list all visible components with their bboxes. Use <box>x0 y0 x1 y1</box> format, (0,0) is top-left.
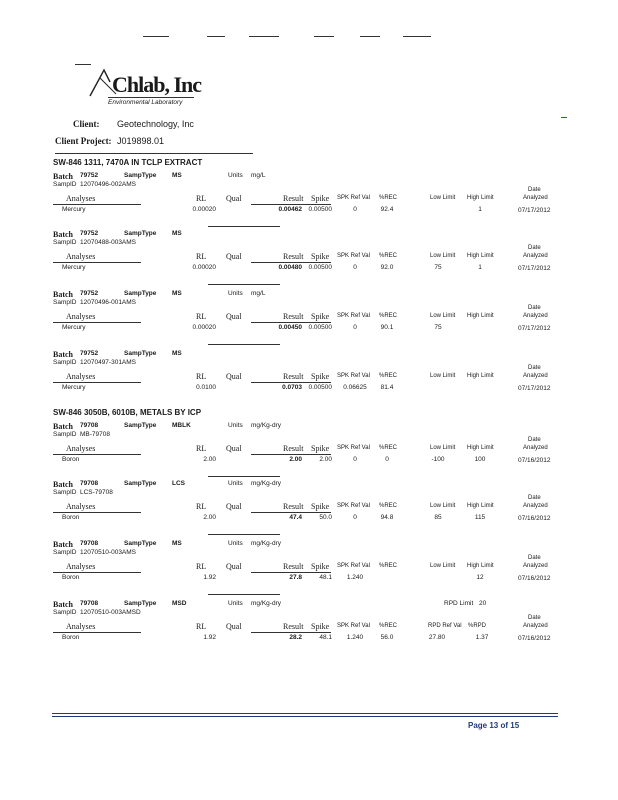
units-label: Units <box>228 290 243 297</box>
col-spike: Spike <box>311 444 330 453</box>
low-limit-value: -100 <box>431 456 445 463</box>
col-qual: Qual <box>226 622 242 631</box>
sampid-value: 12070496-002AMS <box>80 181 137 188</box>
sampid-label: SampID <box>53 609 77 616</box>
header-rule <box>251 204 331 205</box>
col-high-limit: High Limit <box>467 253 494 259</box>
col-analyzed: Analyzed <box>523 503 548 509</box>
header-mark <box>403 36 431 37</box>
col-spk-ref-val: SPK Ref Val <box>337 503 370 509</box>
logo-underline <box>108 97 194 98</box>
col-low-limit: Low Limit <box>430 253 456 259</box>
col-analyzed: Analyzed <box>523 313 548 319</box>
batch-number: 79752 <box>80 172 99 179</box>
block-divider <box>208 534 280 535</box>
samptype-label: SampType <box>124 422 157 429</box>
samptype-value: MS <box>172 290 182 297</box>
footer-line <box>52 713 558 714</box>
sampid-value: 12070488-003AMS <box>80 239 137 246</box>
sampid-value: 12070510-003AMSD <box>80 609 141 616</box>
col-spike: Spike <box>311 372 330 381</box>
samptype-value: LCS <box>172 480 185 487</box>
units-value: mg/Kg-dry <box>251 422 281 429</box>
date-analyzed-value: 07/17/2012 <box>518 325 551 332</box>
batch-label: Batch <box>53 540 73 549</box>
col-rl: RL <box>196 252 207 261</box>
rec-value: 90.1 <box>380 324 394 331</box>
sampid-label: SampID <box>53 549 77 556</box>
col-rl: RL <box>196 372 207 381</box>
date-analyzed-value: 07/16/2012 <box>518 575 551 582</box>
result-value: 27.8 <box>289 574 302 581</box>
col-analyses: Analyses <box>66 444 96 453</box>
col-rl: RL <box>196 622 207 631</box>
header-mark <box>75 64 91 65</box>
client-project-value: J019898.01 <box>117 136 165 146</box>
col-qual: Qual <box>226 312 242 321</box>
footer-line <box>52 716 558 717</box>
client-value: Geotechnology, Inc <box>117 119 194 129</box>
col-qual: Qual <box>226 562 242 571</box>
samptype-label: SampType <box>124 600 157 607</box>
col-high-limit: High Limit <box>467 445 494 451</box>
header-rule <box>251 572 331 573</box>
col-spk-ref-val: SPK Ref Val <box>337 195 370 201</box>
sampid-value: 12070510-003AMS <box>80 549 137 556</box>
spike-value: 0.00500 <box>308 384 332 391</box>
logo-name: Chlab, Inc <box>112 72 202 97</box>
high-limit-value: 1 <box>478 206 482 213</box>
header-rule <box>251 512 331 513</box>
spike-value: 0.00500 <box>308 324 332 331</box>
rl-value: 1.92 <box>203 634 216 641</box>
col-rec: %REC <box>379 623 398 629</box>
col-spk-ref-val: SPK Ref Val <box>337 563 370 569</box>
units-value: mg/Kg-dry <box>251 540 281 547</box>
result-value: 28.2 <box>289 634 302 641</box>
analyte-name: Boron <box>62 634 80 641</box>
sampid-label: SampID <box>53 239 77 246</box>
block-divider <box>208 594 280 595</box>
col-spk-ref-val: SPK Ref Val <box>337 373 370 379</box>
col-spike: Spike <box>311 502 330 511</box>
samptype-value: MS <box>172 230 182 237</box>
block-divider <box>208 344 280 345</box>
rec-value: 81.4 <box>380 384 394 391</box>
col-analyzed: Analyzed <box>523 563 548 569</box>
col-rl: RL <box>196 562 207 571</box>
rpd-limit-label: RPD Limit <box>444 600 474 607</box>
col-rec: %REC <box>379 313 398 319</box>
date-analyzed-value: 07/17/2012 <box>518 265 551 272</box>
col-date: Date <box>528 615 541 621</box>
col-qual: Qual <box>226 194 242 203</box>
batch-label: Batch <box>53 172 73 181</box>
samptype-value: MS <box>172 172 182 179</box>
samptype-label: SampType <box>124 480 157 487</box>
rl-value: 2.00 <box>203 456 216 463</box>
sampid-label: SampID <box>53 299 77 306</box>
high-limit-value: 1 <box>478 264 482 271</box>
batch-number: 79708 <box>80 480 99 487</box>
sampid-value: LCS-79708 <box>80 489 113 496</box>
spk-ref-value: 1.240 <box>346 634 364 641</box>
col-qual: Qual <box>226 444 242 453</box>
col-result: Result <box>283 194 304 203</box>
col-spk-ref-val: SPK Ref Val <box>337 623 370 629</box>
samptype-value: MBLK <box>172 422 191 429</box>
col-rec: %REC <box>379 195 398 201</box>
header-rule <box>251 632 331 633</box>
samptype-label: SampType <box>124 350 157 357</box>
col-result: Result <box>283 372 304 381</box>
page-number: Page 13 of 15 <box>468 721 520 730</box>
col-high-limit: High Limit <box>467 563 494 569</box>
rl-value: 0.0100 <box>196 384 216 391</box>
col-result: Result <box>283 622 304 631</box>
block-divider <box>208 284 280 285</box>
samptype-label: SampType <box>124 172 157 179</box>
rpd-limit-value: 20 <box>479 600 487 607</box>
col-spike: Spike <box>311 562 330 571</box>
col-rec: %REC <box>379 373 398 379</box>
col-analyses: Analyses <box>66 252 96 261</box>
sampid-label: SampID <box>53 431 77 438</box>
header-rule <box>53 454 141 455</box>
header-rule <box>53 632 141 633</box>
result-value: 0.00462 <box>278 206 302 213</box>
rl-value: 0.00020 <box>192 264 216 271</box>
result-value: 47.4 <box>289 514 302 521</box>
header-rule <box>53 512 141 513</box>
col-rec: %REC <box>379 445 398 451</box>
spike-value: 48.1 <box>319 634 332 641</box>
low-limit-value: 85 <box>434 514 442 521</box>
spike-value: 48.1 <box>319 574 332 581</box>
col-result: Result <box>283 252 304 261</box>
col-date: Date <box>528 187 541 193</box>
header-rule <box>53 204 141 205</box>
col-analyses: Analyses <box>66 194 96 203</box>
header-rule <box>251 382 331 383</box>
col-high-limit: High Limit <box>467 195 494 201</box>
date-analyzed-value: 07/17/2012 <box>518 385 551 392</box>
col-spk-ref-val: SPK Ref Val <box>337 253 370 259</box>
high-limit-value: 100 <box>474 456 486 463</box>
date-analyzed-value: 07/16/2012 <box>518 635 551 642</box>
col-analyses: Analyses <box>66 562 96 571</box>
col-rec: %REC <box>379 563 398 569</box>
col-date: Date <box>528 245 541 251</box>
header-mark <box>314 36 334 37</box>
col-rpd: %RPD <box>468 623 487 629</box>
samptype-value: MS <box>172 540 182 547</box>
units-value: mg/Kg-dry <box>251 600 281 607</box>
sampid-value: MB-79708 <box>80 431 110 438</box>
block-divider <box>208 476 280 477</box>
spk-ref-value: 0 <box>353 324 357 331</box>
batch-label: Batch <box>53 600 73 609</box>
rl-value: 0.00020 <box>192 206 216 213</box>
col-high-limit: High Limit <box>467 503 494 509</box>
col-high-limit: High Limit <box>467 373 494 379</box>
col-low-limit: Low Limit <box>430 503 456 509</box>
rl-value: 0.00020 <box>192 324 216 331</box>
batch-number: 79708 <box>80 540 99 547</box>
col-analyzed: Analyzed <box>523 373 548 379</box>
header-mark <box>249 36 279 37</box>
col-date: Date <box>528 555 541 561</box>
batch-number: 79752 <box>80 230 99 237</box>
sampid-label: SampID <box>53 489 77 496</box>
batch-number: 79752 <box>80 290 99 297</box>
col-low-limit: Low Limit <box>430 313 456 319</box>
col-analyzed: Analyzed <box>523 445 548 451</box>
col-spike: Spike <box>311 312 330 321</box>
block-divider <box>208 226 280 227</box>
units-value: mg/L <box>251 172 266 179</box>
spike-value: 50.0 <box>319 514 332 521</box>
client-label: Client: <box>73 119 100 129</box>
rec-value: 92.4 <box>380 206 394 213</box>
batch-label: Batch <box>53 422 73 431</box>
col-spike: Spike <box>311 194 330 203</box>
analyte-name: Mercury <box>62 206 86 213</box>
col-rpd-ref-val: RPD Ref Val <box>428 623 462 629</box>
analyte-name: Boron <box>62 574 80 581</box>
col-analyses: Analyses <box>66 372 96 381</box>
batch-label: Batch <box>53 480 73 489</box>
batch-label: Batch <box>53 290 73 299</box>
spk-ref-value: 0 <box>353 206 357 213</box>
units-label: Units <box>228 422 243 429</box>
result-value: 0.0703 <box>282 384 302 391</box>
col-rl: RL <box>196 312 207 321</box>
col-rl: RL <box>196 194 207 203</box>
samptype-value: MS <box>172 350 182 357</box>
units-label: Units <box>228 172 243 179</box>
analyte-name: Mercury <box>62 264 86 271</box>
samptype-label: SampType <box>124 230 157 237</box>
col-analyzed: Analyzed <box>523 253 548 259</box>
col-analyses: Analyses <box>66 312 96 321</box>
analyte-name: Mercury <box>62 384 86 391</box>
col-date: Date <box>528 437 541 443</box>
samptype-label: SampType <box>124 290 157 297</box>
col-rec: %REC <box>379 253 398 259</box>
header-mark <box>207 36 225 37</box>
batch-number: 79708 <box>80 422 99 429</box>
analyte-name: Mercury <box>62 324 86 331</box>
sampid-label: SampID <box>53 359 77 366</box>
date-analyzed-value: 07/17/2012 <box>518 207 551 214</box>
batch-label: Batch <box>53 230 73 239</box>
rec-value: 0 <box>385 456 389 463</box>
high-limit-value: 115 <box>474 514 486 521</box>
header-rule <box>251 262 331 263</box>
col-analyzed: Analyzed <box>523 195 548 201</box>
col-low-limit: Low Limit <box>430 195 456 201</box>
spk-ref-value: 0 <box>353 514 357 521</box>
header-rule <box>251 322 331 323</box>
col-rl: RL <box>196 502 207 511</box>
date-analyzed-value: 07/16/2012 <box>518 457 551 464</box>
col-qual: Qual <box>226 502 242 511</box>
rpd-ref-value: 27.80 <box>428 634 446 641</box>
units-value: mg/L <box>251 290 266 297</box>
spike-value: 0.00500 <box>308 206 332 213</box>
section-title: SW-846 3050B, 6010B, METALS BY ICP <box>53 408 202 417</box>
spk-ref-value: 1.240 <box>346 574 364 581</box>
units-label: Units <box>228 600 243 607</box>
rpd-value: 1.37 <box>475 634 489 641</box>
col-result: Result <box>283 444 304 453</box>
header-mark <box>143 36 169 37</box>
spike-value: 2.00 <box>319 456 332 463</box>
result-value: 0.00480 <box>278 264 302 271</box>
header-rule <box>53 382 141 383</box>
rl-value: 2.00 <box>203 514 216 521</box>
section-title: SW-846 1311, 7470A IN TCLP EXTRACT <box>53 158 203 167</box>
col-date: Date <box>528 495 541 501</box>
col-analyses: Analyses <box>66 622 96 631</box>
batch-number: 79752 <box>80 350 99 357</box>
col-low-limit: Low Limit <box>430 445 456 451</box>
analyte-name: Boron <box>62 456 80 463</box>
low-limit-value: 75 <box>434 264 442 271</box>
spk-ref-value: 0 <box>353 456 357 463</box>
col-spike: Spike <box>311 252 330 261</box>
sampid-value: 12070496-001AMS <box>80 299 137 306</box>
analyte-name: Boron <box>62 514 80 521</box>
col-result: Result <box>283 502 304 511</box>
batch-number: 79708 <box>80 600 99 607</box>
low-limit-value: 75 <box>434 324 442 331</box>
col-result: Result <box>283 562 304 571</box>
col-spike: Spike <box>311 622 330 631</box>
col-result: Result <box>283 312 304 321</box>
sampid-value: 12070497-301AMS <box>80 359 137 366</box>
col-date: Date <box>528 365 541 371</box>
col-spk-ref-val: SPK Ref Val <box>337 445 370 451</box>
col-low-limit: Low Limit <box>430 563 456 569</box>
high-limit-value: 12 <box>476 574 484 581</box>
col-qual: Qual <box>226 372 242 381</box>
date-analyzed-value: 07/16/2012 <box>518 515 551 522</box>
result-value: 2.00 <box>289 456 302 463</box>
rec-value: 92.0 <box>380 264 394 271</box>
col-high-limit: High Limit <box>467 313 494 319</box>
col-spk-ref-val: SPK Ref Val <box>337 313 370 319</box>
col-rec: %REC <box>379 503 398 509</box>
samptype-value: MSD <box>172 600 187 607</box>
side-mark <box>561 117 567 118</box>
header-rule <box>53 322 141 323</box>
spk-ref-value: 0 <box>353 264 357 271</box>
col-rl: RL <box>196 444 207 453</box>
header-mark <box>360 36 380 37</box>
units-label: Units <box>228 540 243 547</box>
rl-value: 1.92 <box>203 574 216 581</box>
rec-value: 56.0 <box>380 634 394 641</box>
client-project-label: Client Project: <box>55 136 112 146</box>
samptype-label: SampType <box>124 540 157 547</box>
col-qual: Qual <box>226 252 242 261</box>
batch-label: Batch <box>53 350 73 359</box>
col-low-limit: Low Limit <box>430 373 456 379</box>
spk-ref-value: 0.06625 <box>343 384 367 391</box>
units-value: mg/Kg-dry <box>251 480 281 487</box>
client-divider <box>55 153 253 154</box>
col-analyzed: Analyzed <box>523 623 548 629</box>
logo-subtitle: Environmental Laboratory <box>108 99 183 106</box>
col-date: Date <box>528 305 541 311</box>
result-value: 0.00450 <box>278 324 302 331</box>
spike-value: 0.00500 <box>308 264 332 271</box>
sampid-label: SampID <box>53 181 77 188</box>
header-rule <box>53 572 141 573</box>
header-rule <box>251 454 331 455</box>
col-analyses: Analyses <box>66 502 96 511</box>
header-rule <box>53 262 141 263</box>
rec-value: 94.8 <box>380 514 394 521</box>
units-label: Units <box>228 480 243 487</box>
